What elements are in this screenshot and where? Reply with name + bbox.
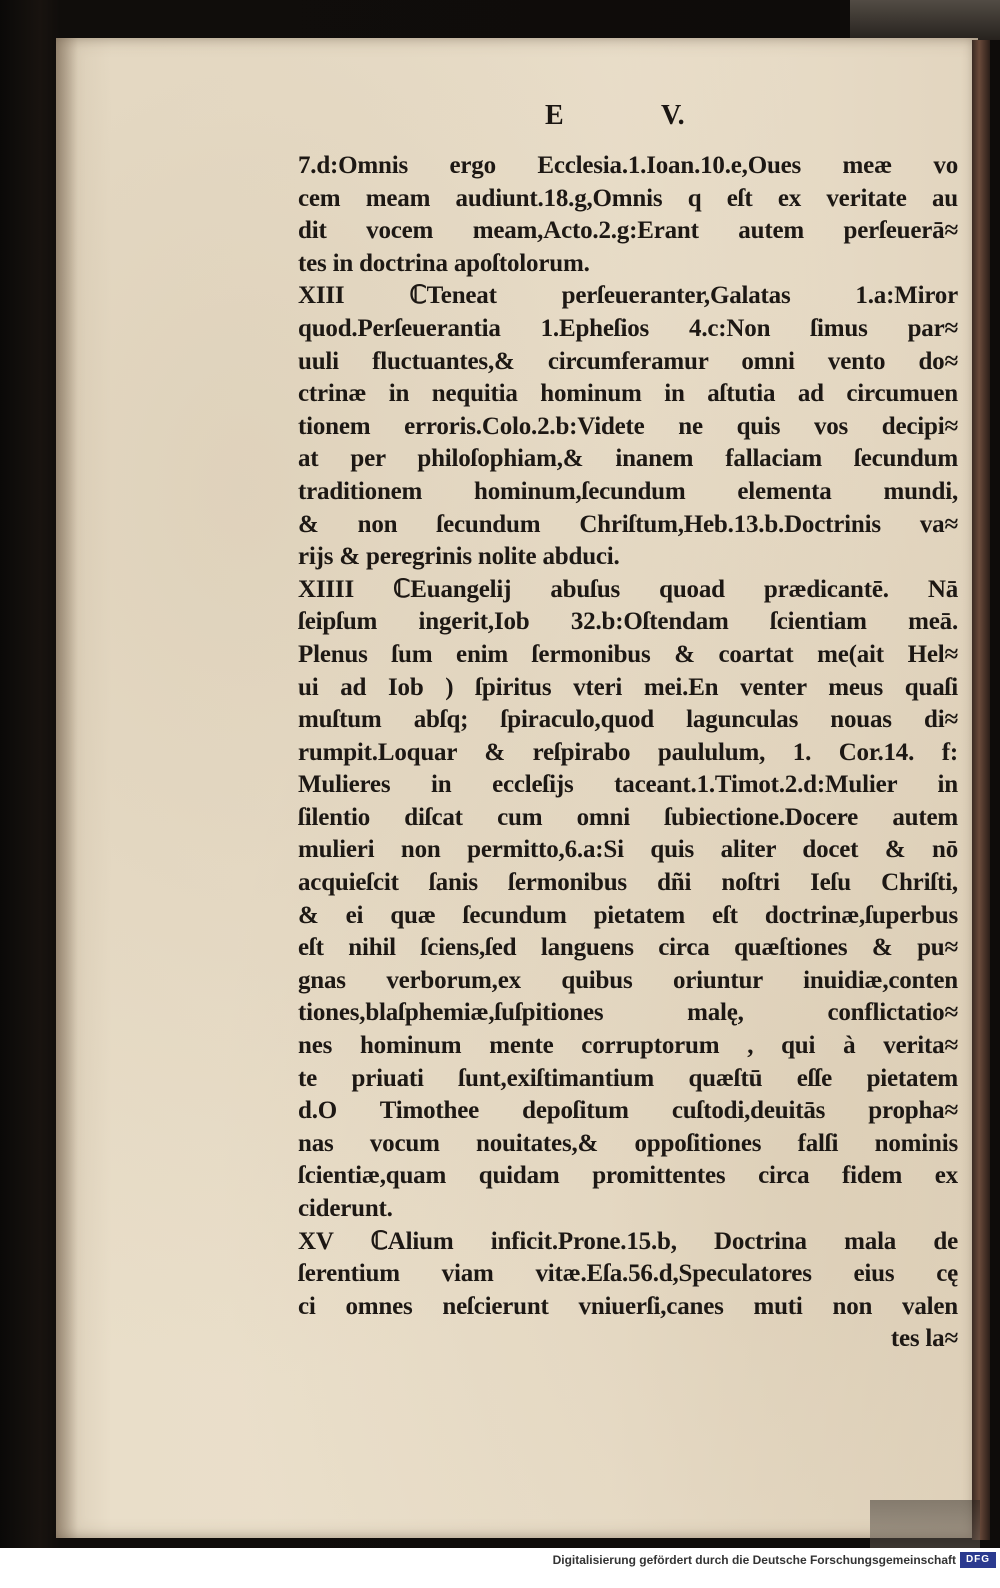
text-line: 7.d:Omnis ergo Ecclesia.1.Ioan.10.e,Oues meæ vo bbox=[298, 152, 958, 179]
running-head-left: E bbox=[545, 100, 564, 131]
text-line: at per philoſophiam,& inanem fallaciam ſecundum bbox=[298, 445, 958, 473]
text-line: rumpit.Loquar & reſpirabo paululum, 1. Cor.14. f: bbox=[298, 738, 958, 766]
text-line: & non ſecundum Chriſtum,Heb.13.b.Doctrinis va≈ bbox=[298, 510, 958, 538]
text-block bbox=[298, 150, 958, 1356]
text-line: mulieri non permitto,6.a:Si quis aliter docet & nō bbox=[298, 836, 958, 864]
text-line: rijs & peregrinis nolite abduci. bbox=[298, 543, 620, 571]
text-line: te priuati ſunt,exiſtimantium quæſtū eſſe pietatem bbox=[298, 1064, 958, 1092]
text-line: dit vocem meam,Acto.2.g:Erant autem perſeuerā≈ bbox=[298, 217, 958, 245]
text-line: ſerentium viam vitæ.Eſa.56.d,Speculatores eius cę bbox=[298, 1260, 958, 1288]
book-edge bbox=[972, 40, 990, 1540]
text-line: Mulieres in eccleſijs taceant.1.Timot.2.d:Mulier in bbox=[298, 771, 958, 799]
catchword: tes la≈ bbox=[890, 1325, 958, 1353]
page-gutter-shadow bbox=[56, 38, 78, 1538]
text-line: Plenus ſum enim ſermonibus & coartat me(ait Hel≈ bbox=[298, 640, 958, 668]
text-line: nas vocum nouitates,& oppoſitiones falſi nominis bbox=[298, 1129, 958, 1157]
text-line: gnas verborum,ex quibus oriuntur inuidiæ,conten bbox=[298, 966, 958, 994]
text-line: eſt nihil ſciens,ſed languens circa quæſtiones & pu≈ bbox=[298, 934, 958, 962]
dfg-logo-icon: DFG bbox=[960, 1552, 996, 1568]
paper-fiber-top bbox=[850, 0, 1000, 40]
footer-credit: Digitalisierung gefördert durch die Deutsche Forschungsgemeinschaft bbox=[552, 1553, 956, 1567]
text-line: & ei quæ ſecundum pietatem eſt doctrinæ,ſuperbus bbox=[298, 901, 958, 929]
text-line: ſilentio diſcat cum omni ſubiectione.Docere autem bbox=[298, 803, 958, 831]
text-line: XIIII ℂEuangelij abuſus quoad prædicantē. Nā bbox=[298, 575, 958, 603]
text-line: traditionem hominum,ſecundum elementa mundi, bbox=[298, 477, 958, 505]
text-line: acquieſcit ſanis ſermonibus dñi noſtri Ieſu Chriſti, bbox=[298, 869, 958, 897]
text-line: XV ℂAlium inficit.Prone.15.b, Doctrina mala de bbox=[298, 1227, 958, 1255]
text-line: cem meam audiunt.18.g,Omnis q eſt ex veritate au bbox=[298, 184, 958, 212]
running-head-right: V. bbox=[661, 100, 685, 131]
text-line: ſeipſum ingerit,Iob 32.b:Oſtendam ſcientiam meā. bbox=[298, 608, 958, 636]
text-line: uuli fluctuantes,& circumferamur omni vento do≈ bbox=[298, 347, 958, 375]
running-head bbox=[545, 100, 705, 140]
text-line: tionem erroris.Colo.2.b:Videte ne quis vos decipi≈ bbox=[298, 412, 958, 440]
text-line: ci omnes neſcierunt vniuerſi,canes muti non valen bbox=[298, 1292, 958, 1320]
text-line: nes hominum mente corruptorum , qui à verita≈ bbox=[298, 1032, 958, 1060]
text-line: quod.Perſeuerantia 1.Epheſios 4.c:Non ſimus par≈ bbox=[298, 314, 958, 342]
text-line: ciderunt. bbox=[298, 1195, 393, 1222]
text-line: ui ad Iob ) ſpiritus vteri mei.En venter meus quaſi bbox=[298, 673, 958, 701]
text-line: d.O Timothee depoſitum cuſtodi,deuitās propha≈ bbox=[298, 1097, 958, 1125]
text-line: ſcientiæ,quam quidam promittentes circa fidem ex bbox=[298, 1162, 958, 1190]
text-line: ctrinæ in nequitia hominum in aſtutia ad circumuen bbox=[298, 380, 958, 408]
text-line: tiones,blaſphemiæ,ſuſpitiones malę, conflictatio≈ bbox=[298, 999, 958, 1027]
text-line: tes in doctrina apoſtolorum. bbox=[298, 249, 590, 277]
text-line: XIII ℂTeneat perſeueranter,Galatas 1.a:Miror bbox=[298, 282, 958, 310]
text-line: muſtum abſq; ſpiraculo,quod lagunculas nouas di≈ bbox=[298, 706, 958, 734]
